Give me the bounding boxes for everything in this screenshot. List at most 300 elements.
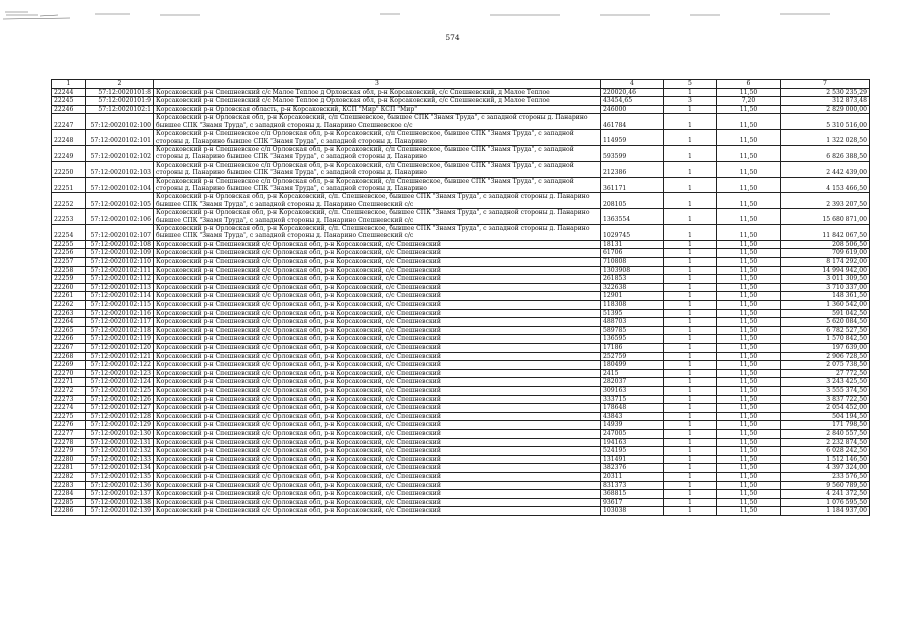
rate-cell: 11,50 [717, 292, 781, 301]
row-number-cell: 22256 [52, 249, 86, 258]
category-cell: 1 [664, 344, 717, 353]
table-row [52, 429, 870, 438]
area-cell: 247005 [601, 429, 664, 438]
table-row [52, 447, 870, 456]
category-cell: 1 [664, 105, 717, 114]
cadastral-value-cell: 3 710 337,00 [781, 283, 870, 292]
table-row [52, 326, 870, 335]
rate-cell: 11,50 [717, 395, 781, 404]
cadastral-number-cell: 57:12:0020102:111 [86, 266, 154, 275]
cadastral-value-cell: 3 837 722,50 [781, 395, 870, 404]
category-cell: 1 [664, 88, 717, 97]
cadastral-value-cell: 591 042,50 [781, 309, 870, 318]
category-cell: 1 [664, 258, 717, 267]
cadastral-value-cell: 233 576,50 [781, 472, 870, 481]
table-row [52, 292, 870, 301]
land-registry-table [51, 79, 870, 516]
table-row [52, 455, 870, 464]
rate-cell: 11,50 [717, 507, 781, 516]
cadastral-value-cell: 4 397 324,00 [781, 464, 870, 473]
category-cell: 1 [664, 438, 717, 447]
rate-cell: 11,50 [717, 404, 781, 413]
table-row [52, 97, 870, 106]
table-row [52, 258, 870, 267]
table-row [52, 301, 870, 310]
rate-cell: 11,50 [717, 378, 781, 387]
row-number-cell: 22278 [52, 438, 86, 447]
rate-cell: 11,50 [717, 88, 781, 97]
cadastral-value-cell: 8 174 292,00 [781, 258, 870, 267]
address-cell: Корсаковский р-н Спешневское с/п Орловская обл, р-н Корсаковский, с/п Спешневское, бывшее СПК "Знамя Труда", с западной стороны д. Панарино бывшее СПК "Знамя Труда", с западной стороны д. Панарино [154, 177, 601, 193]
cadastral-value-cell: 1 184 937,00 [781, 507, 870, 516]
category-cell: 1 [664, 395, 717, 404]
row-number-cell: 22251 [52, 177, 86, 193]
area-cell: 118308 [601, 301, 664, 310]
table-row [52, 472, 870, 481]
cadastral-value-cell: 1 512 146,50 [781, 455, 870, 464]
table-row [52, 464, 870, 473]
rate-cell: 11,50 [717, 464, 781, 473]
header-col-1: 1 [52, 80, 86, 89]
category-cell: 1 [664, 386, 717, 395]
address-cell: Корсаковский р-н Спешневский с/с Орловская обл, р-н Корсаковский, с/с Спешневский [154, 275, 601, 284]
cadastral-value-cell: 6 028 242,50 [781, 447, 870, 456]
area-cell: 131491 [601, 455, 664, 464]
category-cell: 1 [664, 225, 717, 241]
table-row [52, 386, 870, 395]
rate-cell: 11,50 [717, 301, 781, 310]
cadastral-number-cell: 57:12:0020102:131 [86, 438, 154, 447]
table-row [52, 161, 870, 177]
address-cell: Корсаковский р-н Спешневский с/с Орловская обл, р-н Корсаковский, с/с Спешневский [154, 447, 601, 456]
cadastral-number-cell: 57:12:0020102:127 [86, 404, 154, 413]
table-row [52, 361, 870, 370]
row-number-cell: 22255 [52, 240, 86, 249]
rate-cell: 11,50 [717, 490, 781, 499]
row-number-cell: 22260 [52, 283, 86, 292]
row-number-cell: 22258 [52, 266, 86, 275]
rate-cell: 11,50 [717, 455, 781, 464]
cadastral-value-cell: 197 639,00 [781, 344, 870, 353]
area-cell: 2415 [601, 369, 664, 378]
cadastral-value-cell: 208 506,50 [781, 240, 870, 249]
category-cell: 1 [664, 507, 717, 516]
rate-cell: 11,50 [717, 193, 781, 209]
area-cell: 710808 [601, 258, 664, 267]
category-cell: 1 [664, 240, 717, 249]
category-cell: 1 [664, 161, 717, 177]
rate-cell: 11,50 [717, 386, 781, 395]
area-cell: 333715 [601, 395, 664, 404]
table-row [52, 507, 870, 516]
area-cell: 1303908 [601, 266, 664, 275]
area-cell: 43454,65 [601, 97, 664, 106]
address-cell: Корсаковский р-н Орловская область, р-н Корсаковский, КСП "Мир" КСП "Мир" [154, 105, 601, 114]
category-cell: 1 [664, 266, 717, 275]
address-cell: Корсаковский р-н Спешневский с/с Орловская обл, р-н Корсаковский, с/с Спешневский [154, 335, 601, 344]
rate-cell: 11,50 [717, 161, 781, 177]
category-cell: 1 [664, 404, 717, 413]
row-number-cell: 22275 [52, 412, 86, 421]
table-row [52, 114, 870, 130]
cadastral-number-cell: 57:12:0020102:103 [86, 161, 154, 177]
cadastral-number-cell: 57:12:0020102:101 [86, 130, 154, 146]
table-row [52, 490, 870, 499]
table-row [52, 344, 870, 353]
cadastral-value-cell: 14 994 942,00 [781, 266, 870, 275]
address-cell: Корсаковский р-н Спешневский с/с Орловская обл, р-н Корсаковский, с/с Спешневский [154, 412, 601, 421]
rate-cell: 11,50 [717, 429, 781, 438]
table-row [52, 318, 870, 327]
address-cell: Корсаковский р-н Спешневский с/с Орловская обл, р-н Корсаковский, с/с Спешневский [154, 240, 601, 249]
rate-cell: 11,50 [717, 326, 781, 335]
category-cell: 1 [664, 352, 717, 361]
table-row [52, 309, 870, 318]
category-cell: 1 [664, 249, 717, 258]
address-cell: Корсаковский р-н Спешневский с/с Орловская обл, р-н Корсаковский, с/с Спешневский [154, 481, 601, 490]
cadastral-number-cell: 57:12:0020102:120 [86, 344, 154, 353]
address-cell: Корсаковский р-н Спешневский с/с Орловская обл, р-н Корсаковский, с/с Спешневский [154, 292, 601, 301]
row-number-cell: 22254 [52, 225, 86, 241]
address-cell: Корсаковский р-н Спешневский с/с Орловская обл, р-н Корсаковский, с/с Спешневский [154, 352, 601, 361]
address-cell: Корсаковский р-н Спешневский с/с Орловская обл, р-н Корсаковский, с/с Спешневский [154, 258, 601, 267]
category-cell: 1 [664, 464, 717, 473]
cadastral-number-cell: 57:12:0020102:113 [86, 283, 154, 292]
table-row [52, 498, 870, 507]
row-number-cell: 22283 [52, 481, 86, 490]
cadastral-value-cell: 9 560 789,50 [781, 481, 870, 490]
rate-cell: 11,50 [717, 352, 781, 361]
rate-cell: 11,50 [717, 498, 781, 507]
table-body [52, 88, 870, 515]
rate-cell: 11,50 [717, 275, 781, 284]
row-number-cell: 22262 [52, 301, 86, 310]
area-cell: 20311 [601, 472, 664, 481]
area-cell: 212386 [601, 161, 664, 177]
area-cell: 180499 [601, 361, 664, 370]
table-row [52, 335, 870, 344]
cadastral-number-cell: 57:12:0020102:118 [86, 326, 154, 335]
rate-cell: 7,20 [717, 97, 781, 106]
category-cell: 1 [664, 130, 717, 146]
cadastral-number-cell: 57:12:0020102:135 [86, 472, 154, 481]
area-cell: 246000 [601, 105, 664, 114]
cadastral-number-cell: 57:12:0020102:122 [86, 361, 154, 370]
address-cell: Корсаковский р-н Спешневский с/с Орловская обл, р-н Корсаковский, с/с Спешневский [154, 395, 601, 404]
area-cell: 136595 [601, 335, 664, 344]
row-number-cell: 22280 [52, 455, 86, 464]
rate-cell: 11,50 [717, 438, 781, 447]
table-row [52, 352, 870, 361]
address-cell: Корсаковский р-н Орловская обл, р-н Корсаковский, с/п. Спешневское, бывшее СПК "Знамя Труда", с западной стороны д. Панарино бывшее СПК "Знамя Труда", с западной стороны д. Панарино Спешневский с/с [154, 209, 601, 225]
address-cell: Корсаковский р-н Спешневское с/п Орловская обл, р-н Корсаковский, с/п Спешневское, бывшее СПК "Знамя Труда", с западной стороны д. Панарино бывшее СПК "Знамя Труда", с западной стороны д. Панарино [154, 130, 601, 146]
cadastral-value-cell: 3 243 425,50 [781, 378, 870, 387]
category-cell: 1 [664, 429, 717, 438]
area-cell: 43843 [601, 412, 664, 421]
area-cell: 524195 [601, 447, 664, 456]
cadastral-value-cell: 6 826 388,50 [781, 146, 870, 162]
cadastral-value-cell: 2 054 452,00 [781, 404, 870, 413]
cadastral-value-cell: 2 840 557,50 [781, 429, 870, 438]
address-cell: Корсаковский р-н Спешневский с/с Орловская обл, р-н Корсаковский, с/с Спешневский [154, 326, 601, 335]
cadastral-number-cell: 57:12:0020102:125 [86, 386, 154, 395]
scan-header-marks [0, 0, 905, 30]
cadastral-number-cell: 57:12:0020102:134 [86, 464, 154, 473]
cadastral-number-cell: 57:12:0020102:104 [86, 177, 154, 193]
table-row [52, 249, 870, 258]
table-row [52, 146, 870, 162]
table-row [52, 438, 870, 447]
row-number-cell: 22277 [52, 429, 86, 438]
cadastral-value-cell: 1 360 542,00 [781, 301, 870, 310]
area-cell: 252759 [601, 352, 664, 361]
cadastral-value-cell: 15 680 871,00 [781, 209, 870, 225]
rate-cell: 11,50 [717, 472, 781, 481]
cadastral-number-cell: 57:12:0020102:133 [86, 455, 154, 464]
rate-cell: 11,50 [717, 105, 781, 114]
category-cell: 1 [664, 369, 717, 378]
table-row [52, 378, 870, 387]
area-cell: 220020,46 [601, 88, 664, 97]
cadastral-number-cell: 57:12:0020102:137 [86, 490, 154, 499]
area-cell: 103038 [601, 507, 664, 516]
category-cell: 1 [664, 481, 717, 490]
row-number-cell: 22269 [52, 361, 86, 370]
address-cell: Корсаковский р-н Спешневский с/с Орловская обл, р-н Корсаковский, с/с Спешневский [154, 455, 601, 464]
cadastral-value-cell: 3 555 374,50 [781, 386, 870, 395]
row-number-cell: 22274 [52, 404, 86, 413]
row-number-cell: 22285 [52, 498, 86, 507]
area-cell: 1363554 [601, 209, 664, 225]
cadastral-number-cell: 57:12:0020101:8 [86, 88, 154, 97]
table-row [52, 177, 870, 193]
address-cell: Корсаковский р-н Орловская обл, р-н Корсаковский, с/п. Спешневское, бывшее СПК "Знамя Труда", с западной стороны д. Панарино бывшее СПК "Знамя Труда", с западной стороны д. Панарино Спешневский с/с [154, 225, 601, 241]
address-cell: Корсаковский р-н Спешневский с/с Орловская обл, р-н Корсаковский, с/с Спешневский [154, 283, 601, 292]
cadastral-value-cell: 2 442 439,00 [781, 161, 870, 177]
cadastral-number-cell: 57:12:0020102:132 [86, 447, 154, 456]
area-cell: 309163 [601, 386, 664, 395]
area-cell: 93617 [601, 498, 664, 507]
area-cell: 194163 [601, 438, 664, 447]
rate-cell: 11,50 [717, 225, 781, 241]
table-row [52, 404, 870, 413]
row-number-cell: 22248 [52, 130, 86, 146]
row-number-cell: 22267 [52, 344, 86, 353]
cadastral-value-cell: 5 310 516,00 [781, 114, 870, 130]
row-number-cell: 22279 [52, 447, 86, 456]
cadastral-value-cell: 4 241 372,50 [781, 490, 870, 499]
cadastral-number-cell: 57:12:0020102:126 [86, 395, 154, 404]
cadastral-value-cell: 2 232 874,50 [781, 438, 870, 447]
category-cell: 1 [664, 455, 717, 464]
cadastral-number-cell: 57:12:0020102:106 [86, 209, 154, 225]
cadastral-number-cell: 57:12:0020102:130 [86, 429, 154, 438]
cadastral-number-cell: 57:12:0020102:110 [86, 258, 154, 267]
header-row [52, 80, 870, 89]
category-cell: 1 [664, 292, 717, 301]
area-cell: 368815 [601, 490, 664, 499]
area-cell: 61706 [601, 249, 664, 258]
table-row [52, 421, 870, 430]
area-cell: 12901 [601, 292, 664, 301]
table-row [52, 283, 870, 292]
address-cell: Корсаковский р-н Спешневский с/с Орловская обл, р-н Корсаковский, с/с Спешневский [154, 344, 601, 353]
category-cell: 1 [664, 490, 717, 499]
cadastral-value-cell: 312 873,48 [781, 97, 870, 106]
category-cell: 1 [664, 412, 717, 421]
row-number-cell: 22270 [52, 369, 86, 378]
header-col-4: 4 [601, 80, 664, 89]
cadastral-number-cell: 57:12:0020102:124 [86, 378, 154, 387]
row-number-cell: 22286 [52, 507, 86, 516]
address-cell: Корсаковский р-н Спешневский с/с Орловская обл, р-н Корсаковский, с/с Спешневский [154, 498, 601, 507]
cadastral-number-cell: 57:12:0020102:100 [86, 114, 154, 130]
row-number-cell: 22282 [52, 472, 86, 481]
category-cell: 1 [664, 309, 717, 318]
cadastral-number-cell: 57:12:0020102:128 [86, 412, 154, 421]
table-row [52, 88, 870, 97]
area-cell: 382376 [601, 464, 664, 473]
row-number-cell: 22253 [52, 209, 86, 225]
category-cell: 1 [664, 447, 717, 456]
row-number-cell: 22263 [52, 309, 86, 318]
cadastral-value-cell: 1 076 595,50 [781, 498, 870, 507]
rate-cell: 11,50 [717, 266, 781, 275]
header-col-3: 3 [154, 80, 601, 89]
cadastral-number-cell: 57:12:0020102:129 [86, 421, 154, 430]
row-number-cell: 22249 [52, 146, 86, 162]
cadastral-number-cell: 57:12:0020101:9 [86, 97, 154, 106]
table-row [52, 105, 870, 114]
rate-cell: 11,50 [717, 481, 781, 490]
row-number-cell: 22261 [52, 292, 86, 301]
rate-cell: 11,50 [717, 361, 781, 370]
address-cell: Корсаковский р-н Спешневский с/с Орловская обл, р-н Корсаковский, с/с Спешневский [154, 386, 601, 395]
cadastral-number-cell: 57:12:0020102:123 [86, 369, 154, 378]
address-cell: Корсаковский р-н Спешневский с/с Орловская обл, р-н Корсаковский, с/с Спешневский [154, 361, 601, 370]
row-number-cell: 22276 [52, 421, 86, 430]
area-cell: 51395 [601, 309, 664, 318]
rate-cell: 11,50 [717, 335, 781, 344]
cadastral-number-cell: 57:12:0020102:138 [86, 498, 154, 507]
row-number-cell: 22259 [52, 275, 86, 284]
row-number-cell: 22264 [52, 318, 86, 327]
category-cell: 1 [664, 335, 717, 344]
category-cell: 3 [664, 97, 717, 106]
category-cell: 1 [664, 114, 717, 130]
row-number-cell: 22265 [52, 326, 86, 335]
category-cell: 1 [664, 301, 717, 310]
row-number-cell: 22250 [52, 161, 86, 177]
cadastral-value-cell: 148 361,50 [781, 292, 870, 301]
rate-cell: 11,50 [717, 130, 781, 146]
row-number-cell: 22245 [52, 97, 86, 106]
page-number: 574 [445, 33, 460, 42]
area-cell: 261853 [601, 275, 664, 284]
area-cell: 178648 [601, 404, 664, 413]
category-cell: 1 [664, 146, 717, 162]
category-cell: 1 [664, 283, 717, 292]
table-row [52, 481, 870, 490]
cadastral-number-cell: 57:12:0020102:107 [86, 225, 154, 241]
header-col-6: 6 [717, 80, 781, 89]
area-cell: 17186 [601, 344, 664, 353]
cadastral-number-cell: 57:12:0020102:114 [86, 292, 154, 301]
cadastral-value-cell: 4 153 466,50 [781, 177, 870, 193]
row-number-cell: 22268 [52, 352, 86, 361]
row-number-cell: 22247 [52, 114, 86, 130]
address-cell: Корсаковский р-н Спешневский с/с Орловская обл, р-н Корсаковский, с/с Спешневский [154, 378, 601, 387]
row-number-cell: 22246 [52, 105, 86, 114]
table-row [52, 266, 870, 275]
cadastral-number-cell: 57:12:0020102:121 [86, 352, 154, 361]
table-row [52, 193, 870, 209]
cadastral-value-cell: 2 906 728,50 [781, 352, 870, 361]
cadastral-value-cell: 709 619,00 [781, 249, 870, 258]
table-row [52, 412, 870, 421]
category-cell: 1 [664, 498, 717, 507]
rate-cell: 11,50 [717, 258, 781, 267]
address-cell: Корсаковский р-н Спешневский с/с Орловская обл, р-н Корсаковский, с/с Спешневский [154, 266, 601, 275]
cadastral-value-cell: 11 842 067,50 [781, 225, 870, 241]
area-cell: 18131 [601, 240, 664, 249]
cadastral-number-cell: 57:12:0020102:115 [86, 301, 154, 310]
address-cell: Корсаковский р-н Спешневский с/с Орловская обл, р-н Корсаковский, с/с Спешневский [154, 438, 601, 447]
rate-cell: 11,50 [717, 309, 781, 318]
category-cell: 1 [664, 378, 717, 387]
address-cell: Корсаковский р-н Спешневский с/с Орловская обл, р-н Корсаковский, с/с Спешневский [154, 421, 601, 430]
address-cell: Корсаковский р-н Спешневский с/с Малое Теплое д Орловская обл, р-н Корсаковский, с/с Спешневский, д Малое Теплое [154, 88, 601, 97]
area-cell: 322638 [601, 283, 664, 292]
address-cell: Корсаковский р-н Спешневское с/п Орловская обл, р-н Корсаковский, с/п Спешневское, бывшее СПК "Знамя Труда", с западной стороны д. Панарино бывшее СПК "Знамя Труда", с западной стороны д. Панарино [154, 161, 601, 177]
area-cell: 461784 [601, 114, 664, 130]
area-cell: 361171 [601, 177, 664, 193]
rate-cell: 11,50 [717, 283, 781, 292]
address-cell: Корсаковский р-н Орловская обл, р-н Корсаковский, с/п. Спешневское, бывшее СПК "Знамя Труда", с западной стороны д. Панарино бывшее СПК "Знамя Труда", с западной стороны д. Панарино Спешневский с/с [154, 193, 601, 209]
rate-cell: 11,50 [717, 209, 781, 225]
row-number-cell: 22252 [52, 193, 86, 209]
address-cell: Корсаковский р-н Спешневский с/с Орловская обл, р-н Корсаковский, с/с Спешневский [154, 404, 601, 413]
cadastral-number-cell: 57:12:0020102:112 [86, 275, 154, 284]
cadastral-value-cell: 1 322 028,50 [781, 130, 870, 146]
category-cell: 1 [664, 472, 717, 481]
area-cell: 589785 [601, 326, 664, 335]
cadastral-number-cell: 57:12:0020102:102 [86, 146, 154, 162]
table-row [52, 275, 870, 284]
header-col-7: 7 [781, 80, 870, 89]
cadastral-value-cell: 171 798,50 [781, 421, 870, 430]
row-number-cell: 22257 [52, 258, 86, 267]
address-cell: Корсаковский р-н Спешневский с/с Орловская обл, р-н Корсаковский, с/с Спешневский [154, 249, 601, 258]
row-number-cell: 22272 [52, 386, 86, 395]
area-cell: 208105 [601, 193, 664, 209]
category-cell: 1 [664, 193, 717, 209]
cadastral-value-cell: 5 620 084,50 [781, 318, 870, 327]
cadastral-number-cell: 57:12:0020102:109 [86, 249, 154, 258]
address-cell: Корсаковский р-н Спешневский с/с Орловская обл, р-н Корсаковский, с/с Спешневский [154, 369, 601, 378]
cadastral-value-cell: 6 782 527,50 [781, 326, 870, 335]
area-cell: 282037 [601, 378, 664, 387]
table-row [52, 130, 870, 146]
category-cell: 1 [664, 361, 717, 370]
category-cell: 1 [664, 318, 717, 327]
rate-cell: 11,50 [717, 177, 781, 193]
cadastral-value-cell: 3 011 309,50 [781, 275, 870, 284]
cadastral-value-cell: 2 829 000,00 [781, 105, 870, 114]
cadastral-number-cell: 57:12:0020102:1 [86, 105, 154, 114]
address-cell: Корсаковский р-н Спешневский с/с Орловская обл, р-н Корсаковский, с/с Спешневский [154, 490, 601, 499]
address-cell: Корсаковский р-н Орловская обл, р-н Корсаковский, с/п Спешневское, бывшее СПК "Знамя Труда", с западной стороны д. Панарино бывшее СПК "Знамя Труда", с западной стороны д. Панарино Спешневское с/с [154, 114, 601, 130]
